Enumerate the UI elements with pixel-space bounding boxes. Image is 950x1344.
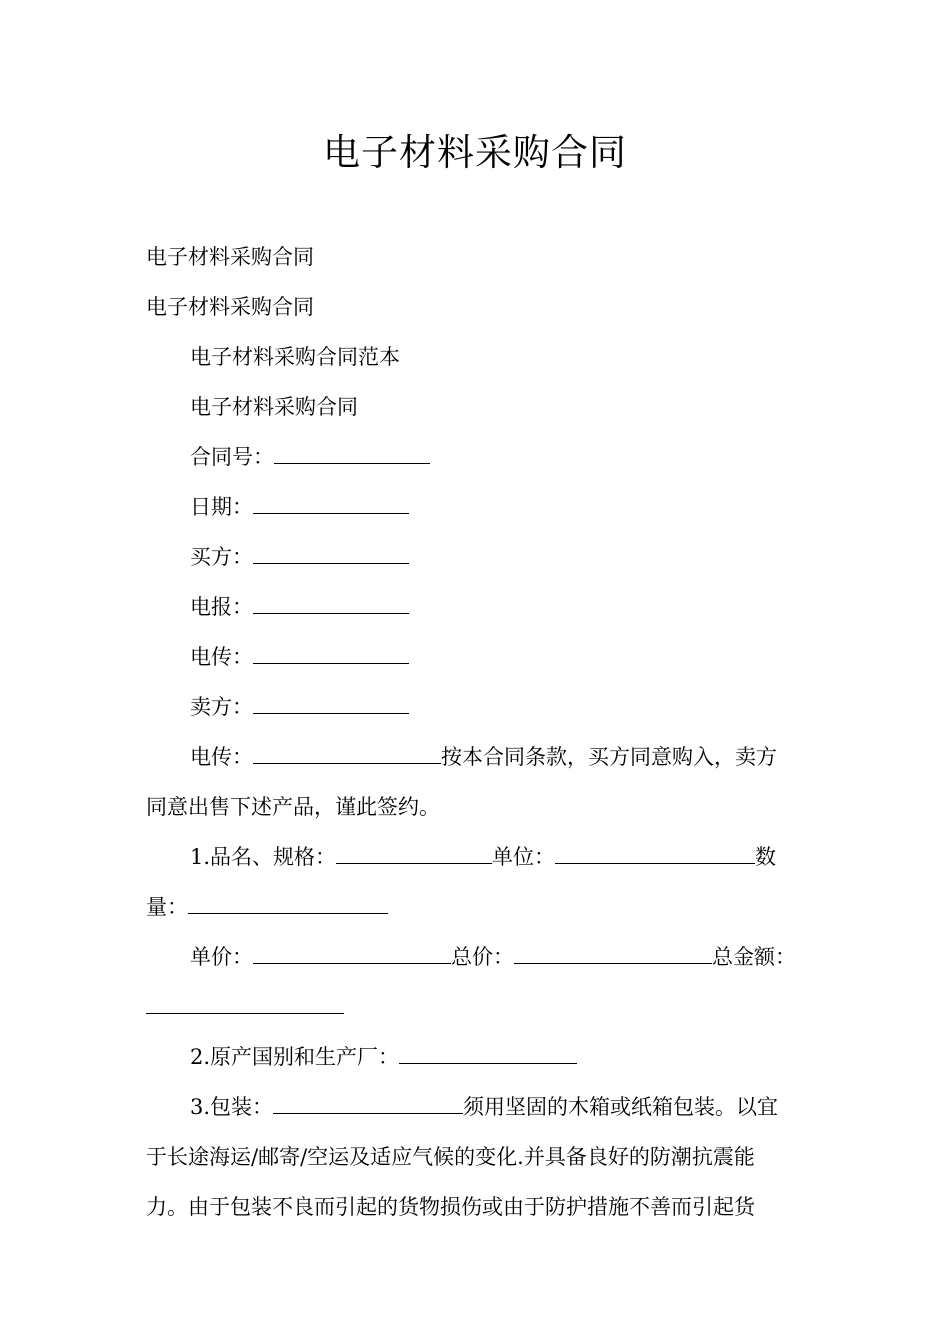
total-price-label: 总价： bbox=[451, 945, 514, 969]
item1-unit-blank[interactable] bbox=[555, 845, 755, 864]
agreement-text-1: 按本合同条款，买方同意购入，卖方 bbox=[441, 745, 777, 769]
date-blank[interactable] bbox=[253, 495, 409, 514]
item1-line bbox=[146, 832, 810, 882]
seller-fax-blank[interactable] bbox=[253, 745, 441, 764]
seller-label: 卖方： bbox=[190, 695, 253, 719]
item1-qty-label-b: 量： bbox=[146, 895, 188, 919]
total-amount-blank[interactable] bbox=[146, 995, 344, 1014]
contract-no-line bbox=[146, 432, 810, 482]
total-price-blank[interactable] bbox=[514, 945, 712, 964]
contract-title-line: 电子材料采购合同 bbox=[190, 395, 358, 419]
seller-line bbox=[146, 682, 810, 732]
item3-line-2: 于长途海运/邮寄/空运及适应气候的变化.并具备良好的防潮抗震能 bbox=[146, 1145, 755, 1169]
item3-text-1: 须用坚固的木箱或纸箱包装。以宜 bbox=[463, 1095, 779, 1119]
seller-fax-label: 电传： bbox=[190, 745, 253, 769]
telegram-line bbox=[146, 582, 810, 632]
item1-unit-label: 单位： bbox=[492, 845, 556, 869]
buyer-blank[interactable] bbox=[253, 545, 409, 564]
date-line bbox=[146, 482, 810, 532]
total-amount-line bbox=[146, 982, 810, 1032]
fax-line bbox=[146, 632, 810, 682]
item2-line bbox=[146, 1032, 810, 1082]
document-title: 电子材料采购合同 bbox=[323, 131, 627, 174]
total-amount-label: 总金额： bbox=[712, 945, 796, 969]
seller-blank[interactable] bbox=[253, 695, 409, 714]
price-line bbox=[146, 932, 810, 982]
item2-blank[interactable] bbox=[399, 1045, 577, 1064]
item1-qty-blank[interactable] bbox=[188, 895, 388, 914]
agreement-line-2: 同意出售下述产品，谨此签约。 bbox=[146, 795, 440, 819]
item1-label: 1.品名、规格： bbox=[190, 845, 337, 869]
buyer-label: 买方： bbox=[190, 545, 253, 569]
seller-fax-line bbox=[146, 732, 810, 782]
item1-qty-label-a: 数 bbox=[755, 845, 777, 869]
fax-label: 电传： bbox=[190, 645, 253, 669]
template-title-line: 电子材料采购合同范本 bbox=[190, 345, 400, 369]
fax-blank[interactable] bbox=[253, 645, 409, 664]
item3-label: 3.包装： bbox=[190, 1095, 274, 1119]
telegram-blank[interactable] bbox=[253, 595, 409, 614]
document-body bbox=[146, 232, 810, 1232]
contract-no-label: 合同号： bbox=[190, 445, 274, 469]
item1-spec-blank[interactable] bbox=[336, 845, 492, 864]
telegram-label: 电报： bbox=[190, 595, 253, 619]
contract-no-blank[interactable] bbox=[274, 445, 430, 464]
item3-blank[interactable] bbox=[273, 1095, 463, 1114]
date-label: 日期： bbox=[190, 495, 253, 519]
item3-line-3: 力。由于包装不良而引起的货物损伤或由于防护措施不善而引起货 bbox=[146, 1195, 755, 1219]
item3-line-1 bbox=[146, 1082, 810, 1132]
item2-label: 2.原产国别和生产厂： bbox=[190, 1045, 400, 1069]
heading-line-2: 电子材料采购合同 bbox=[146, 295, 314, 319]
price-label: 单价： bbox=[190, 945, 253, 969]
item1-qty-line bbox=[146, 882, 810, 932]
buyer-line bbox=[146, 532, 810, 582]
price-blank[interactable] bbox=[253, 945, 451, 964]
heading-line-1: 电子材料采购合同 bbox=[146, 245, 314, 269]
